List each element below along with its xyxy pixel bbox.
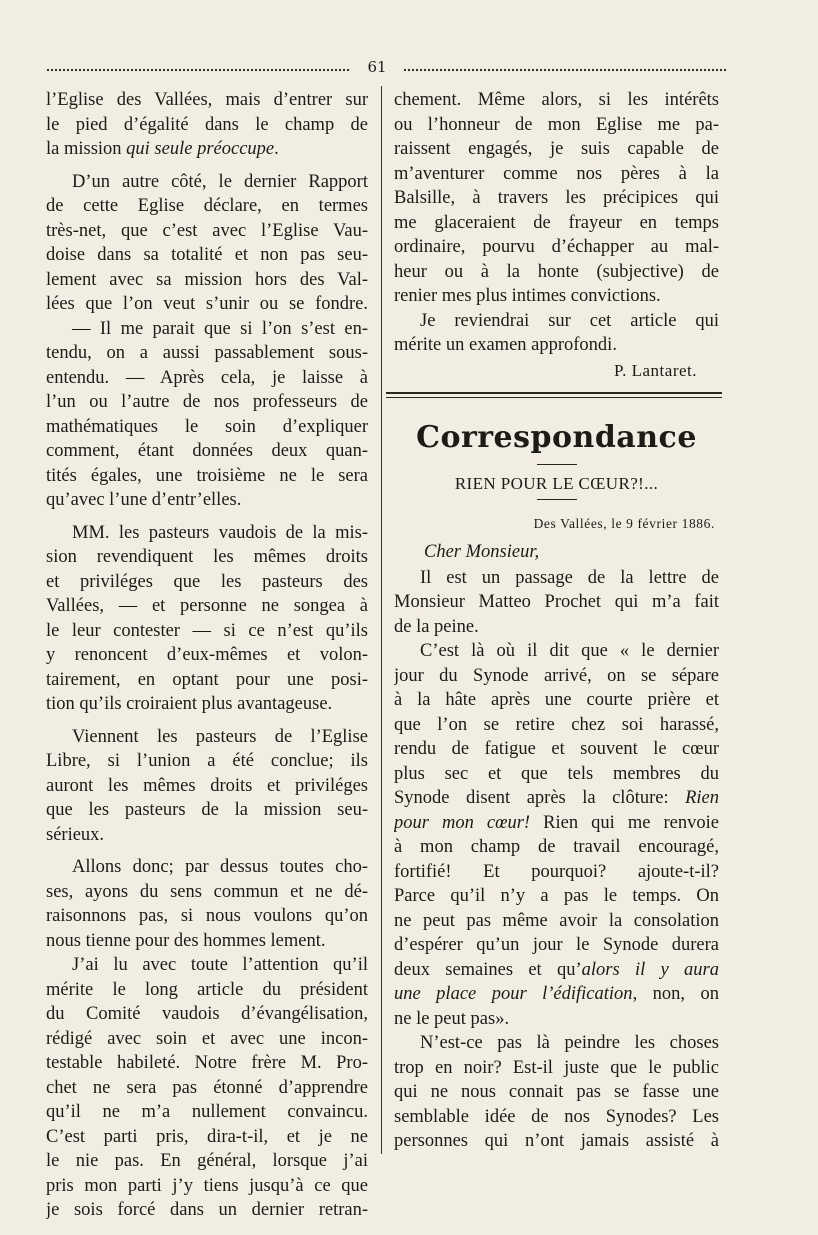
text-line: raisonnons pas, si nous voulons qu’on <box>46 906 368 926</box>
text-line <box>394 811 719 836</box>
article-continuation <box>394 88 719 358</box>
text-line: y renoncent d’eux-mêmes et volon- <box>46 645 368 665</box>
text-line: et priviléges que les pasteurs des <box>46 571 368 592</box>
text-line: m’aventurer comme nos pères à la <box>394 163 719 184</box>
subtitle-dash <box>537 499 577 500</box>
italic-text: une place pour l’édification <box>394 984 633 1004</box>
section-title: Correspondance <box>416 419 697 455</box>
text-line: Parce qu’il n’y a pas le temps. On <box>394 886 719 906</box>
letter-body <box>394 566 719 1154</box>
text-line: l’Eglise des Vallées, mais d’entrer sur <box>46 90 368 110</box>
text-line: le pied d’égalité dans le champ de <box>46 114 368 135</box>
text-line: d’espérer qu’un jour le Synode durera <box>394 935 719 955</box>
text-line <box>394 786 719 811</box>
left-column <box>46 88 368 1223</box>
text-line: chet ne sera pas étonné d’apprendre <box>46 1077 368 1098</box>
text-line: mathématiques le soin d’expliquer <box>46 416 368 437</box>
text-line: mérite un examen approfondi. <box>394 335 617 355</box>
text-line: l’un ou l’autre de nos professeurs de <box>46 392 368 412</box>
text-fragment: la mission <box>46 139 127 159</box>
text-fragment: Rien qui me renvoie <box>530 812 719 833</box>
text-line: doise dans sa totalité et non pas seu- <box>46 245 368 265</box>
text-line: lées que l’on veut s’unir ou se fondre. <box>46 294 368 314</box>
text-line: me glaceraient de frayeur en temps <box>394 212 719 233</box>
text-fragment: , non, on <box>632 984 719 1004</box>
text-line: renier mes plus intimes convictions. <box>394 286 661 306</box>
letter-dateline: Des Vallées, le 9 février 1886. <box>533 515 715 531</box>
text-line: ou l’honneur de mon Eglise me pa- <box>394 114 719 135</box>
text-line: Balsille, à travers les précipices qui <box>394 188 719 208</box>
text-fragment: deux semaines et qu’ <box>394 959 582 980</box>
text-line: Il est un passage de la lettre de <box>420 567 719 588</box>
text-line: heur ou à la honte (subjective) de <box>394 261 719 282</box>
text-line: personnes qui n’ont jamais assisté à <box>394 1131 719 1151</box>
text-line: le nie pas. En général, lorsque j’ai <box>46 1151 368 1171</box>
text-line <box>46 137 368 162</box>
text-line: jour du Synode arrivé, on se sépare <box>394 665 719 686</box>
text-line: tairement, en optant pour une posi- <box>46 669 368 690</box>
page-header <box>46 56 728 80</box>
text-line: testable habileté. Notre frère M. Pro- <box>46 1053 368 1073</box>
text-line: qu’il ne m’a nullement convaincu. <box>46 1102 368 1122</box>
italic-text: pour mon cœur! <box>394 812 531 833</box>
text-line: sion revendiquent les mêmes droits <box>46 547 368 567</box>
text-fragment: Synode disent après la clôture: <box>394 788 686 808</box>
text-line: ne le peut pas». <box>394 1008 510 1029</box>
text-line: trop en noir? Est-il juste que le public <box>394 1057 719 1078</box>
text-line: Monsieur Matteo Prochet qui m’a fait <box>394 592 719 612</box>
italic-text: alors il y aura <box>581 959 719 980</box>
text-line: comment, étant données deux quan- <box>46 441 368 461</box>
header-ornament-left <box>46 68 351 72</box>
italic-text: qui seule préoccupe <box>126 139 275 159</box>
text-line: ses, ayons du sens commun et ne dé- <box>46 881 368 902</box>
text-line: nous tienne pour des hommes lement. <box>46 930 326 951</box>
text-line: sérieux. <box>46 824 105 845</box>
text-line: MM. les pasteurs vaudois de la mis- <box>72 522 368 543</box>
text-line: à la hâte après une courte prière et <box>394 690 719 710</box>
text-line: qu’avec l’une d’entr’elles. <box>46 490 242 510</box>
text-line: J’ai lu avec toute l’attention qu’il <box>72 955 368 975</box>
text-line: rédigé avec soin et avec une incon- <box>46 1028 368 1049</box>
letter-subtitle: RIEN POUR LE CŒUR?!... <box>454 473 659 493</box>
text-line: plus sec et que tels membres du <box>394 763 719 784</box>
text-line: ne peut pas même avoir la consolation <box>394 910 719 931</box>
text-line: très-net, que c’est avec l’Eglise Vau- <box>46 220 368 241</box>
text-line: lement avec sa mission hors des Val- <box>46 269 368 290</box>
text-line: du Comité vaudois d’évangélisation, <box>46 1004 368 1024</box>
text-line: C’est parti pris, dira-t-il, et je ne <box>46 1126 368 1147</box>
section-divider <box>386 392 722 398</box>
column-divider <box>381 86 382 1154</box>
text-line: je sois forcé dans un dernier retran- <box>46 1200 368 1220</box>
text-line: Viennent les pasteurs de l’Eglise <box>72 726 368 747</box>
text-line: Allons donc; par dessus toutes cho- <box>72 857 368 877</box>
text-line: que l’on se retire chez soi harassé, <box>394 714 719 735</box>
letter-salutation: Cher Monsieur, <box>424 541 540 562</box>
text-line <box>394 958 719 983</box>
article-signature: P. Lantaret. <box>614 360 697 380</box>
text-line: semblable idée de nos Synodes? Les <box>394 1106 719 1127</box>
text-line: tités égales, une troisième ne le sera <box>46 465 368 486</box>
text-line: qui ne nous connait pas se fasse une <box>394 1082 719 1102</box>
text-line: auront les mêmes droits et priviléges <box>46 775 368 796</box>
text-line <box>394 982 719 1007</box>
text-line: de la peine. <box>394 616 479 637</box>
text-fragment: . <box>274 139 279 159</box>
text-line: mérite le long article du président <box>46 979 368 1000</box>
text-line: Libre, si l’union a été conclue; ils <box>46 751 368 771</box>
italic-text: Rien <box>685 788 719 808</box>
text-line: ordinaire, pourvu d’échapper au mal- <box>394 237 719 257</box>
header-ornament-right <box>403 68 728 72</box>
text-line: rendu de fatigue et souvent le cœur <box>394 739 719 759</box>
text-line: Vallées, — et personne ne songea à <box>46 596 368 616</box>
text-line: fortifié! Et pourquoi? ajoute-t-il? <box>394 861 719 882</box>
text-line: le leur contester — si ce n’est qu’ils <box>46 620 368 641</box>
text-line: tion qu’ils croiraient plus avantageuse. <box>46 694 333 714</box>
text-line: raissent engagés, je suis capable de <box>394 139 719 159</box>
text-line: tendu, on a aussi passablement sous- <box>46 343 368 363</box>
text-line: de cette Eglise déclare, en termes <box>46 196 368 216</box>
text-line: C’est là où il dit que « le dernier <box>420 641 719 661</box>
text-line: à mon champ de travail encouragé, <box>394 837 719 857</box>
text-line: chement. Même alors, si les intérêts <box>394 90 719 110</box>
text-line: Je reviendrai sur cet article qui <box>420 310 719 331</box>
text-line: D’un autre côté, le dernier Rapport <box>72 171 368 192</box>
text-line: N’est-ce pas là peindre les choses <box>420 1033 719 1053</box>
text-line: pris mon parti j’y tiens jusqu’à ce que <box>46 1175 368 1196</box>
page-number: 61 <box>367 58 387 76</box>
right-column <box>394 88 719 1154</box>
text-line: entendu. — Après cela, je laisse à <box>46 367 368 388</box>
text-line: que les pasteurs de la mission seu- <box>46 800 368 820</box>
text-line: — Il me parait que si l’on s’est en- <box>72 318 368 339</box>
title-dash <box>537 464 577 465</box>
